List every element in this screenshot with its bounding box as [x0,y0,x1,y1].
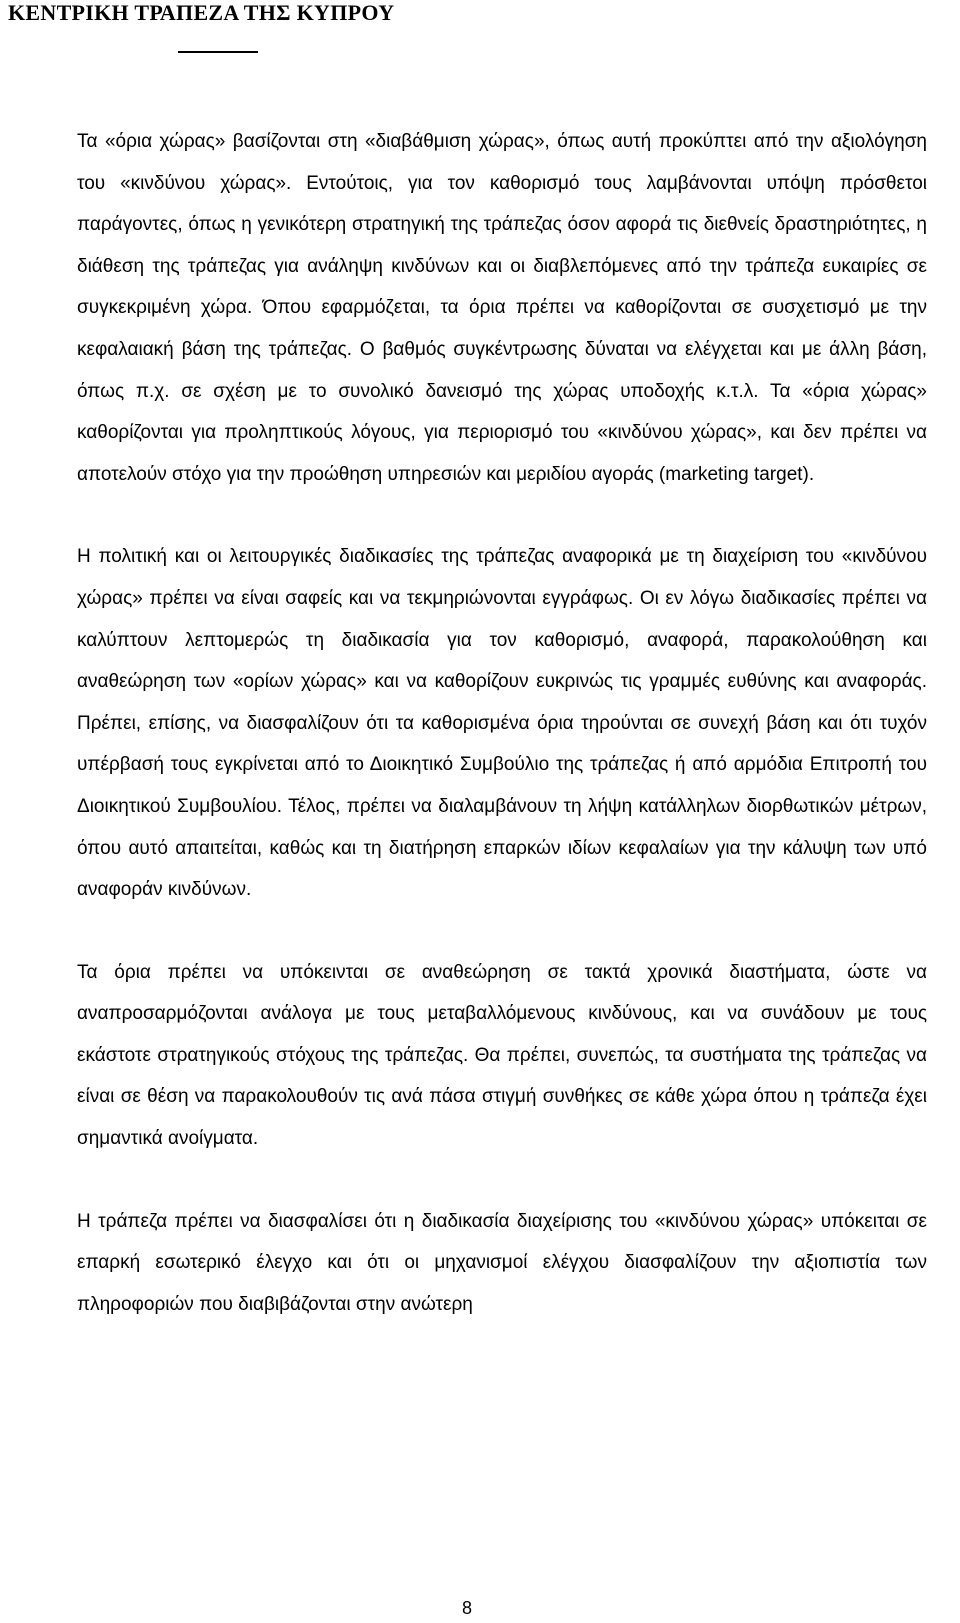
paragraph-limit-review: Τα όρια πρέπει να υπόκεινται σε αναθεώρηση σε τακτά χρονικά διαστήματα, ώστε να αναπροσαρμόζονται ανάλογα με τους μεταβαλλόμενους κινδύνους, και να συνάδουν με τους εκάστοτε στρατηγικούς στόχους της τράπεζας. Θα πρέπει, συνεπώς, τα συστήματα της τράπεζας να είναι σε θέση να παρακολουθούν τις ανά πάσα στιγμή συνθήκες σε κάθε χώρα όπου η τράπεζα έχει σημαντικά ανοίγματα. [77,961,927,1150]
header-underline [178,51,258,53]
paragraph-country-limits: Τα «όρια χώρας» βασίζονται στη «διαβάθμιση χώρας», όπως αυτή προκύπτει από την αξιολόγηση του «κινδύνου χώρας». Εντούτοις, για τον καθορισμό τους λαμβάνονται υπόψη πρόσθετοι παράγοντες, όπως η γενικότερη στρατηγική της τράπεζας όσον αφορά τις διεθνείς δραστηριότητες, η διάθεση της τράπεζας για ανάληψη κινδύνων και οι διαβλεπόμενες από την τράπεζα ευκαιρίες σε συγκεκριμένη χώρα. Όπου εφαρμόζεται, τα όρια πρέπει να καθορίζονται σε συσχετισμό με την κεφαλαιακή βάση της τράπεζας. Ο βαθμός συγκέντρωσης δύναται να ελέγχεται και με άλλη βάση, όπως π.χ. σε σχέση με το συνολικό δανεισμό της χώρας υποδοχής κ.τ.λ. Τα «όρια χώρας» καθορίζονται για προληπτικούς λόγους, για περιορισμό του «κινδύνου χώρας», και δεν πρέπει να αποτελούν στόχο για την προώθηση υπηρεσιών και μεριδίου αγοράς (marketing target). [77,131,927,485]
document-body [77,121,927,1325]
page-number: 8 [461,1598,472,1618]
paragraph-policy-procedures: Η πολιτική και οι λειτουργικές διαδικασίες της τράπεζας αναφορικά με τη διαχείριση του «κινδύνου χώρας» πρέπει να είναι σαφείς και να τεκμηριώνονται εγγράφως. Οι εν λόγω διαδικασίες πρέπει να καλύπτουν λεπτομερώς τη διαδικασία για τον καθορισμό, αναφορά, παρακολούθηση και αναθεώρηση των «ορίων χώρας» και να καθορίζουν ευκρινώς τις γραμμές ευθύνης και αναφοράς. Πρέπει, επίσης, να διασφαλίζουν ότι τα καθορισμένα όρια τηρούνται σε συνεχή βάση και ότι τυχόν υπέρβασή τους εγκρίνεται από το Διοικητικό Συμβούλιο της τράπεζας ή από αρμόδια Επιτροπή του Διοικητικού Συμβουλίου. Τέλος, πρέπει να διαλαμβάνουν τη λήψη κατάλληλων διορθωτικών μέτρων, όπου αυτό απαιτείται, καθώς και τη διατήρηση επαρκών ιδίων κεφαλαίων για την κάλυψη των υπό αναφοράν κινδύνων. [77,546,927,901]
document-header: ΚΕΝΤΡΙΚΗ ΤΡΑΠΕΖΑ ΤΗΣ ΚΥΠΡΟΥ [8,0,395,25]
paragraph-internal-control: Η τράπεζα πρέπει να διασφαλίσει ότι η διαδικασία διαχείρισης του «κινδύνου χώρας» υπόκειται σε επαρκή εσωτερικό έλεγχο και ότι οι μηχανισμοί ελέγχου διασφαλίζουν την αξιοπιστία των πληροφοριών που διαβιβάζονται στην ανώτερη [77,1210,927,1315]
